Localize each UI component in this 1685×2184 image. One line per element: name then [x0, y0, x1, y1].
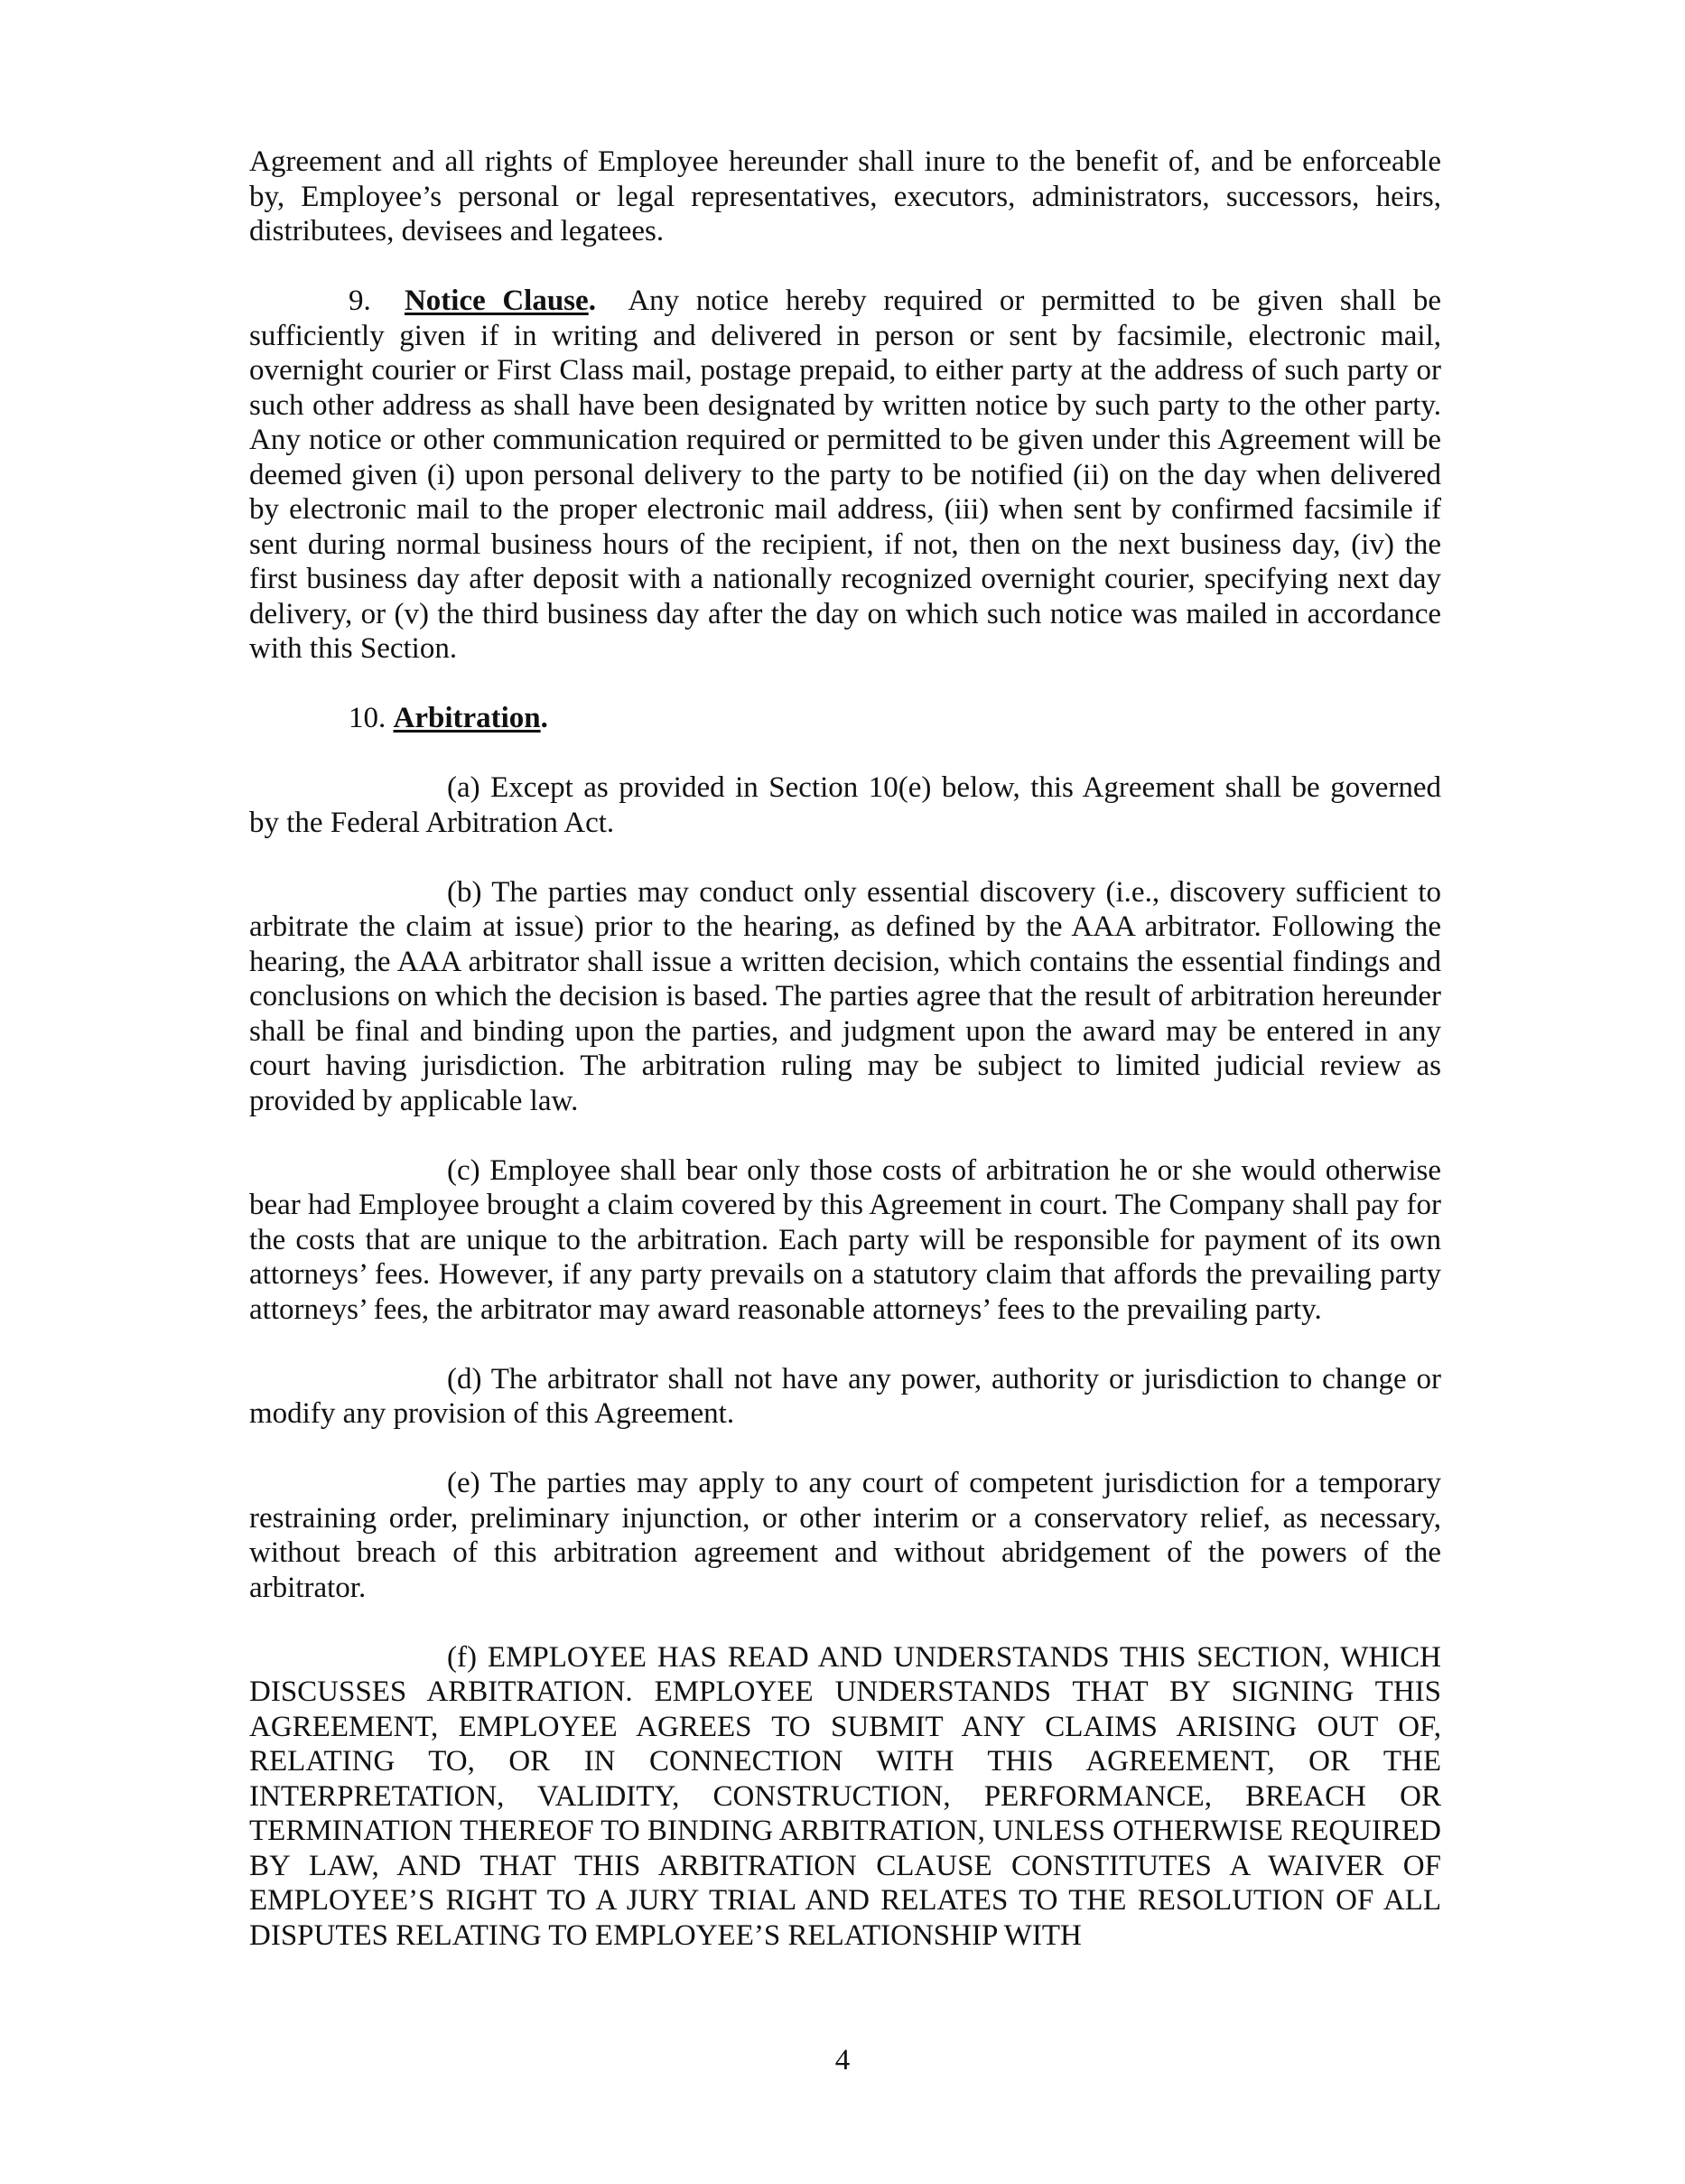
heading-punctuation: .	[588, 285, 596, 317]
section-number: 10.	[349, 702, 386, 734]
section-heading-notice: Notice Clause	[404, 285, 589, 317]
section-number: 9.	[349, 285, 371, 317]
arbitration-subsection-b: (b) The parties may conduct only essential discovery (i.e., discovery sufficient to arbitrate the claim at issue) prior to the hearing, as defined by the AAA arbitrator. Following the hearing, the AAA arbitrator shall issue a written decision, which contains the essential findings and conclusions on which the decision is based. The parties agree that the result of arbitration hereunder shall be final and binding upon the parties, and judgment upon the award may be entered in any court having jurisdiction. The arbitration ruling may be subject to limited judicial review as provided by applicable law.	[249, 875, 1441, 1117]
arbitration-subsection-e: (e) The parties may apply to any court of competent jurisdiction for a temporary restraining order, preliminary injunction, or other interim or a conservatory relief, as necessary, without breach of this arbitration agreement and without abridgement of the powers of the arbitrator.	[249, 1467, 1441, 1604]
arbitration-subsection-d: (d) The arbitrator shall not have any power, authority or jurisdiction to change or modify any provision of this Agreement.	[249, 1362, 1441, 1430]
arbitration-heading	[349, 701, 1441, 736]
arbitration-subsection-a: (a) Except as provided in Section 10(e) below, this Agreement shall be governed by the Federal Arbitration Act.	[249, 771, 1441, 839]
notice-clause-paragraph	[249, 284, 1441, 667]
section-heading-arbitration: Arbitration	[393, 702, 541, 734]
arbitration-subsection-f: (f) EMPLOYEE HAS READ AND UNDERSTANDS THIS SECTION, WHICH DISCUSSES ARBITRATION. EMPLOYEE UNDERSTANDS THAT BY SIGNING THIS AGREEMENT, EMPLOYEE AGREES TO SUBMIT ANY CLAIMS ARISING OUT OF, RELATING TO, OR IN CONNECTION WITH THIS AGREEMENT, OR THE INTERPRETATION, VALIDITY, CONSTRUCTION, PERFORMANCE, BREACH OR TERMINATION THEREOF TO BINDING ARBITRATION, UNLESS OTHERWISE REQUIRED BY LAW, AND THAT THIS ARBITRATION CLAUSE CONSTITUTES A WAIVER OF EMPLOYEE’S RIGHT TO A JURY TRIAL AND RELATES TO THE RESOLUTION OF ALL DISPUTES RELATING TO EMPLOYEE’S RELATIONSHIP WITH	[249, 1640, 1441, 1952]
heading-punctuation: .	[540, 702, 548, 734]
arbitration-subsection-c: (c) Employee shall bear only those costs of arbitration he or she would otherwise bear had Employee brought a claim covered by this Agreement in court. The Company shall pay for the costs that are unique to the arbitration. Each party will be responsible for payment of its own attorneys’ fees. However, if any party prevails on a statutory claim that affords the prevailing party attorneys’ fees, the arbitrator may award reasonable attorneys’ fees to the prevailing party.	[249, 1153, 1441, 1326]
page-number: 4	[834, 2044, 851, 2077]
continuation-paragraph: Agreement and all rights of Employee hereunder shall inure to the benefit of, and be enforceable by, Employee’s personal or legal representatives, executors, administrators, successors, heirs, distributees, devisees and legatees.	[249, 145, 1441, 247]
notice-clause-body: Any notice hereby required or permitted to be given shall be sufficiently given if in writing and delivered in person or sent by facsimile, electronic mail, overnight courier or First Class mail, postage prepaid, to either party at the address of such party or such other address as shall have been designated by written notice by such party to the other party. Any notice or other communication required or permitted to be given under this Agreement will be deemed given (i) upon personal delivery to the party to be notified (ii) on the day when delivered by electronic mail to the proper electronic mail address, (iii) when sent by confirmed facsimile if sent during normal business hours of the recipient, if not, then on the next business day, (iv) the first business day after deposit with a nationally recognized overnight courier, specifying next day delivery, or (v) the third business day after the day on which such notice was mailed in accordance with this Section.	[249, 285, 1441, 665]
document-page	[249, 145, 1441, 1988]
